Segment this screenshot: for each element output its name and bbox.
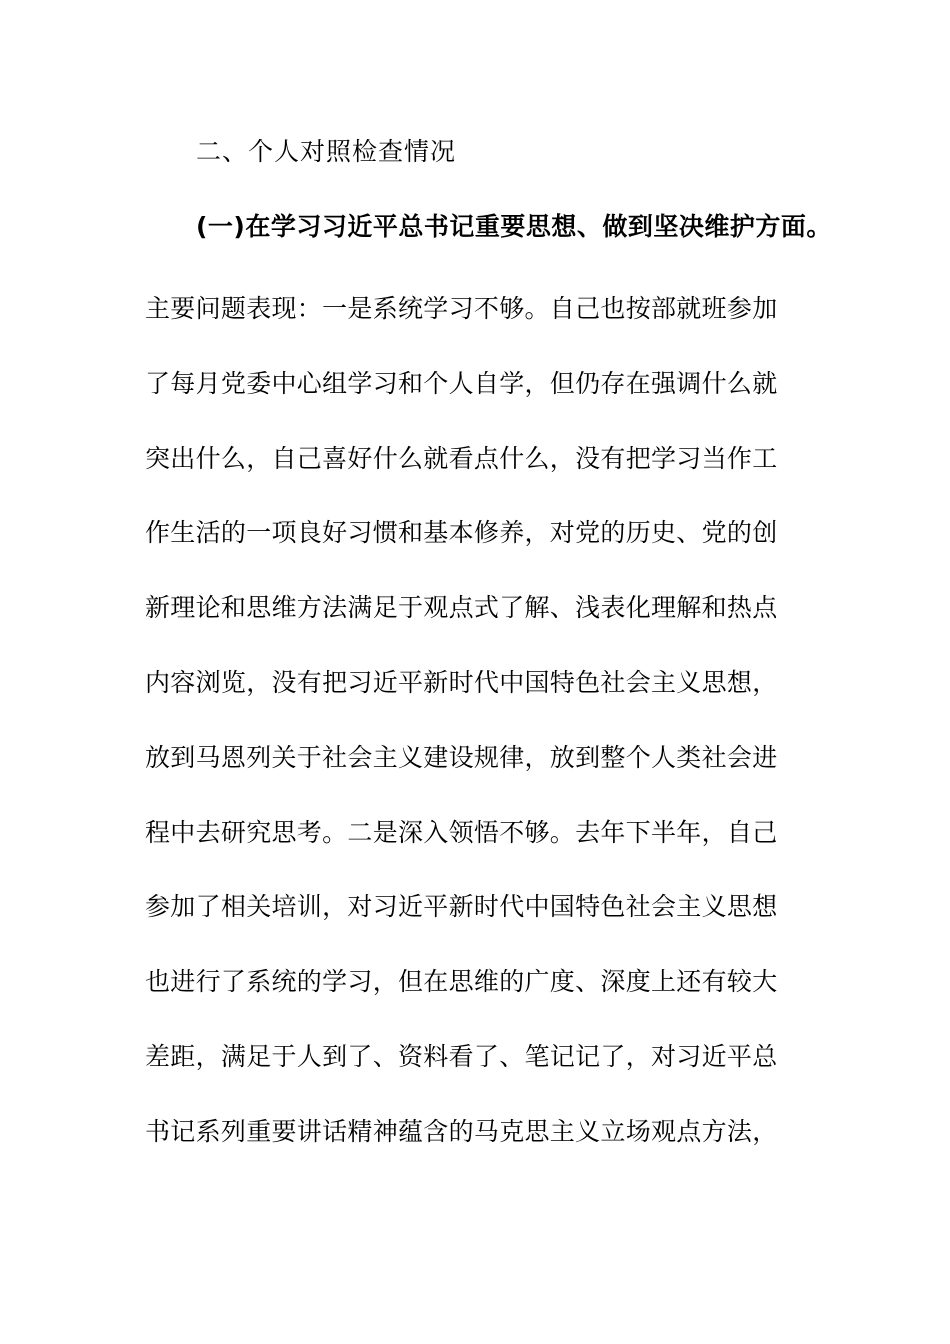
- section-heading: 二、个人对照检查情况: [196, 137, 457, 166]
- sub-heading: (一)在学习习近平总书记重要思想、做到坚决维护方面。: [196, 212, 832, 241]
- body-line: 作生活的一项良好习惯和基本修养，对党的历史、党的创: [145, 518, 778, 548]
- body-line: 参加了相关培训，对习近平新时代中国特色社会主义思想: [145, 892, 778, 922]
- body-line: 主要问题表现：一是系统学习不够。自己也按部就班参加: [145, 294, 778, 323]
- body-line: 也进行了系统的学习，但在思维的广度、深度上还有较大: [145, 967, 778, 997]
- body-line: 程中去研究思考。二是深入领悟不够。去年下半年，自己: [145, 817, 778, 847]
- body-line: 突出什么，自己喜好什么就看点什么，没有把学习当作工: [145, 443, 778, 473]
- body-line: 放到马恩列关于社会主义建设规律，放到整个人类社会进: [145, 742, 778, 772]
- body-line: 书记系列重要讲话精神蕴含的马克思主义立场观点方法，: [145, 1116, 778, 1146]
- body-line: 新理论和思维方法满足于观点式了解、浅表化理解和热点: [145, 593, 778, 623]
- body-line: 了每月党委中心组学习和个人自学，但仍存在强调什么就: [145, 368, 778, 398]
- body-line: 内容浏览，没有把习近平新时代中国特色社会主义思想，: [145, 667, 778, 697]
- body-paragraph: [145, 291, 805, 1189]
- body-line: 差距，满足于人到了、资料看了、笔记记了，对习近平总: [145, 1041, 778, 1071]
